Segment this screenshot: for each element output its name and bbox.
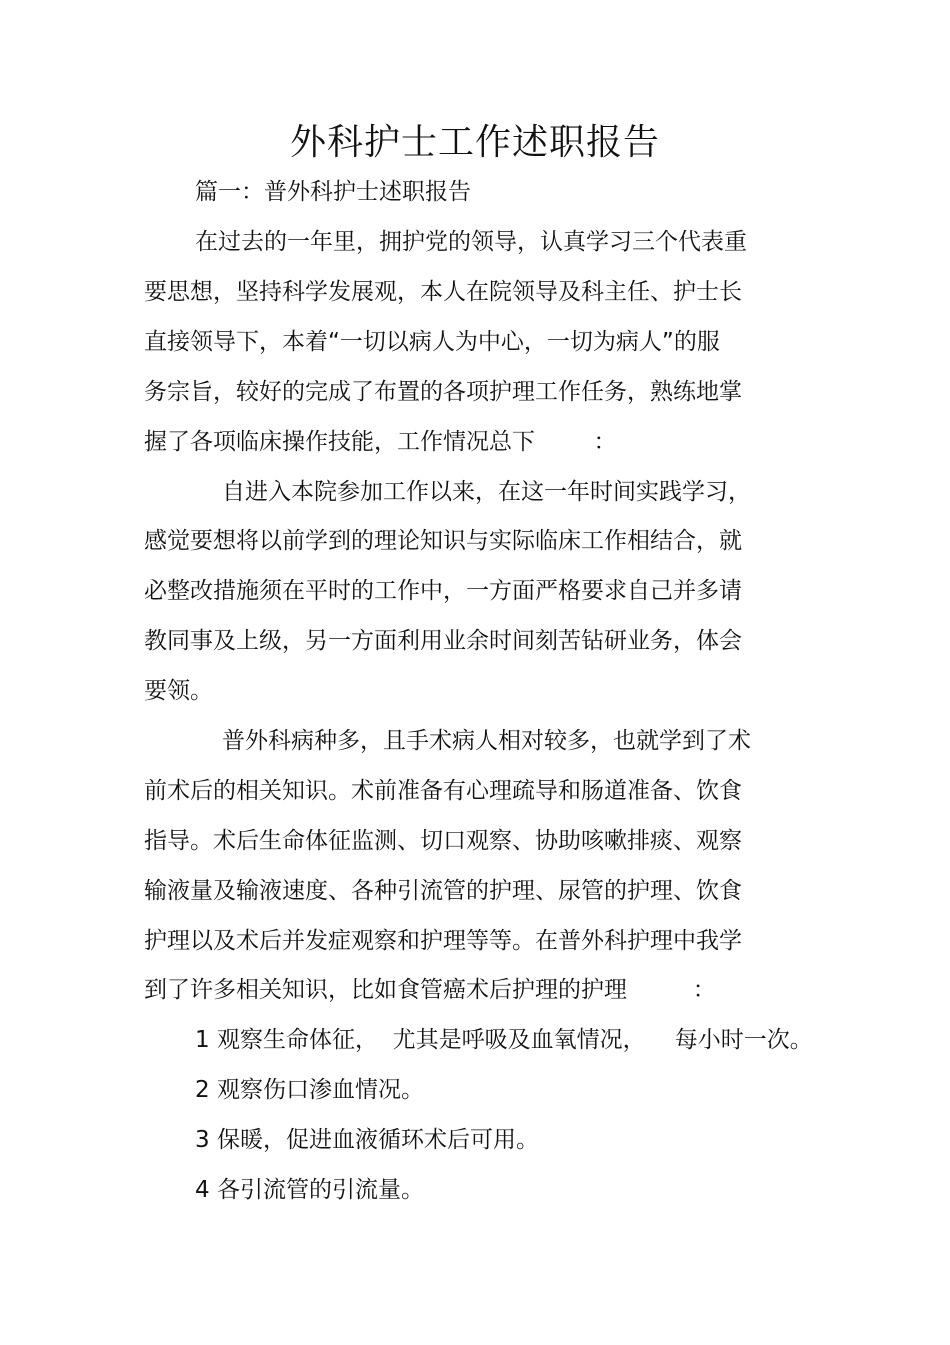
paragraph-1-line-3: 直接领导下，本着“一切以病人为中心，一切为病人”的服	[144, 329, 720, 355]
list-item-3: 3 保暖，促进血液循环术后可用。	[195, 1127, 539, 1153]
list-item-1: 1 观察生命体征， 尤其是呼吸及血氧情况， 每小时一次。	[195, 1027, 813, 1053]
document-title: 外科护士工作述职报告	[289, 122, 660, 163]
document-subtitle: 篇一：普外科护士述职报告	[195, 179, 471, 205]
paragraph-2-line-4: 教同事及上级，另一方面利用业余时间刻苦钻研业务，体会	[144, 628, 742, 654]
paragraph-1-line-2: 要思想，坚持科学发展观，本人在院领导及科主任、护士长	[144, 279, 742, 305]
paragraph-3-line-4: 输液量及输液速度、各种引流管的护理、尿管的护理、饮食	[144, 878, 742, 904]
paragraph-1-line-5: 握了各项临床操作技能，工作情况总下 ：	[144, 429, 617, 455]
paragraph-3-line-6: 到了许多相关知识，比如食管癌术后护理的护理 ：	[144, 977, 716, 1003]
paragraph-3-line-2: 前术后的相关知识。术前准备有心理疏导和肠道准备、饮食	[144, 778, 742, 804]
paragraph-2-line-3: 必整改措施须在平时的工作中，一方面严格要求自己并多请	[144, 578, 742, 604]
list-item-4: 4 各引流管的引流量。	[195, 1177, 424, 1203]
list-item-2: 2 观察伤口渗血情况。	[195, 1077, 424, 1103]
paragraph-2-line-2: 感觉要想将以前学到的理论知识与实际临床工作相结合，就	[144, 528, 742, 554]
paragraph-3-line-5: 护理以及术后并发症观察和护理等等。在普外科护理中我学	[144, 928, 742, 954]
paragraph-1-line-4: 务宗旨，较好的完成了布置的各项护理工作任务，熟练地掌	[144, 379, 742, 405]
paragraph-3-line-1: 普外科病种多，且手术病人相对较多，也就学到了术	[222, 728, 751, 754]
paragraph-2-line-1: 自进入本院参加工作以来，在这一年时间实践学习，	[222, 479, 751, 505]
paragraph-2-line-5: 要领。	[144, 678, 213, 704]
paragraph-1-line-1: 在过去的一年里，拥护党的领导，认真学习三个代表重	[195, 229, 747, 255]
paragraph-3-line-3: 指导。术后生命体征监测、切口观察、协助咳嗽排痰、观察	[144, 828, 742, 854]
